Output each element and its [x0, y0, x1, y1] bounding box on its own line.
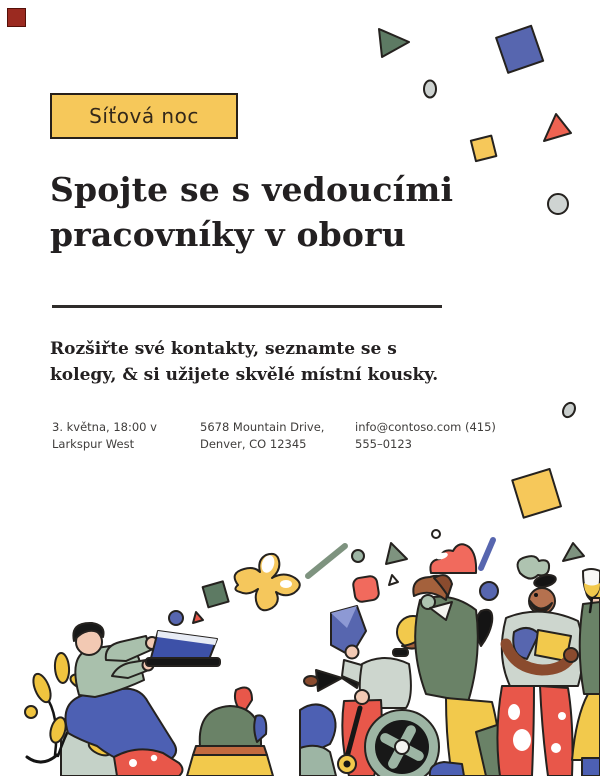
figure-left-sitting — [25, 623, 220, 776]
corner-red-square-icon — [7, 8, 26, 27]
tilted-gray-ellipse-icon — [561, 401, 578, 419]
red-triangle-icon — [544, 114, 571, 141]
laptop-icon — [146, 631, 220, 666]
event-details — [52, 419, 552, 453]
detail-contact — [355, 419, 545, 453]
subtitle-line-2: kolegy, & si užijete skvělé místní kousky. — [50, 365, 439, 385]
contact-line-1: info@contoso.com (415) — [355, 420, 496, 434]
wheelchair-wheel-icon — [365, 710, 439, 776]
detail-datetime — [52, 419, 200, 453]
yellow-diamond-icon — [471, 136, 496, 161]
address-line-2: Denver, CO 12345 — [200, 437, 307, 451]
subtitle — [50, 336, 470, 388]
badge-label: Síťová noc — [89, 104, 199, 128]
gray-ellipse-icon — [424, 81, 436, 98]
event-category-badge — [50, 93, 238, 139]
title-line-2: pracovníky v oboru — [50, 215, 406, 254]
blue-diamond-icon — [496, 26, 543, 73]
yellow-square-icon — [512, 469, 561, 518]
subtitle-line-1: Rozšiřte své kontakty, seznamte se s — [50, 339, 397, 359]
divider-line — [52, 305, 442, 308]
contact-line-2: 555–0123 — [355, 437, 412, 451]
detail-address — [200, 419, 355, 453]
title-line-1: Spojte se s vedoucími — [50, 170, 454, 209]
datetime-line-1: 3. května, 18:00 v — [52, 420, 157, 434]
page-title — [50, 167, 490, 257]
figure-bell-coat — [187, 688, 273, 776]
gray-circle-icon — [548, 194, 568, 214]
address-line-1: 5678 Mountain Drive, — [200, 420, 325, 434]
datetime-line-2: Larkspur West — [52, 437, 135, 451]
green-triangle-icon — [379, 29, 409, 57]
figure-right-holding-box — [497, 573, 583, 776]
